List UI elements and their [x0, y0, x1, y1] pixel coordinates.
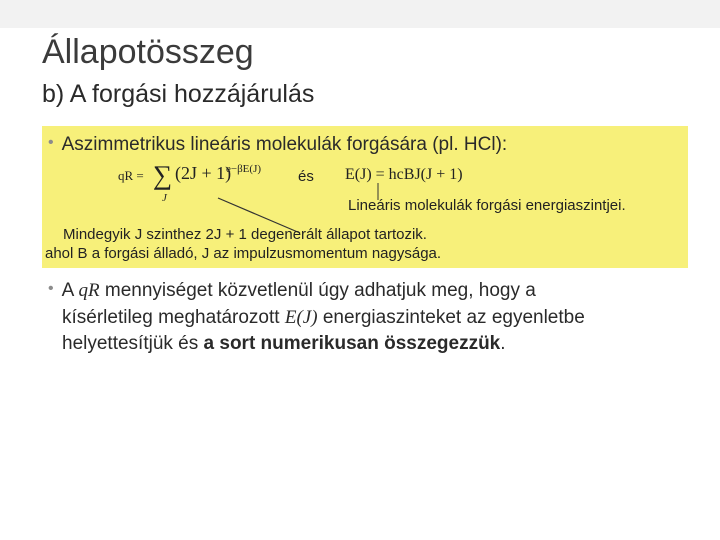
text-span: A — [61, 280, 79, 301]
ej-symbol: E(J) — [284, 307, 318, 328]
text-span: kísérletileg meghatározott — [62, 307, 285, 328]
text-span: . — [500, 333, 506, 354]
text-span: helyettesítjük és — [62, 333, 204, 354]
emphasis-text: a sort numerikusan összegezzük — [203, 333, 501, 354]
text-span: mennyiséget közvetlenül úgy adhatjuk meg, hogy a — [99, 280, 536, 301]
formula-sum-sign: ∑ — [153, 160, 173, 190]
qr-symbol: qR — [78, 280, 100, 301]
formula-degeneracy: (2J + 1) — [175, 163, 232, 183]
formula-energy: E(J) = hcBJ(J + 1) — [345, 166, 463, 183]
slide-subtitle: b) A forgási hozzájárulás — [42, 80, 315, 108]
bullet-1-text: Aszimmetrikus lineáris molekulák forgására (pl. HCl): — [61, 134, 508, 155]
text-span: energiaszinteket az egyenletbe — [317, 307, 585, 328]
formula-q: qR = — [118, 168, 144, 183]
formula-sum-index: J — [162, 192, 167, 204]
energy-caption: Lineáris molekulák forgási energiaszintjei. — [348, 197, 626, 214]
bullet-2-line-1 — [48, 278, 708, 305]
slide-title: Állapotösszeg — [42, 33, 254, 71]
conjunction-text: és — [298, 168, 314, 185]
bullet-2 — [48, 278, 708, 357]
bullet-2-line-3 — [48, 331, 708, 357]
constants-note: ahol B a forgási álladó, J az impulzusmomentum nagysága. — [45, 245, 442, 262]
bullet-dot-icon: • — [48, 280, 54, 297]
bullet-dot-icon: • — [48, 134, 54, 151]
bullet-2-line-2 — [48, 305, 708, 331]
formula-boltzmann: e−βE(J) — [226, 163, 262, 175]
degeneracy-note: Mindegyik J szinthez 2J + 1 degenerált állapot tartozik. — [63, 226, 427, 243]
